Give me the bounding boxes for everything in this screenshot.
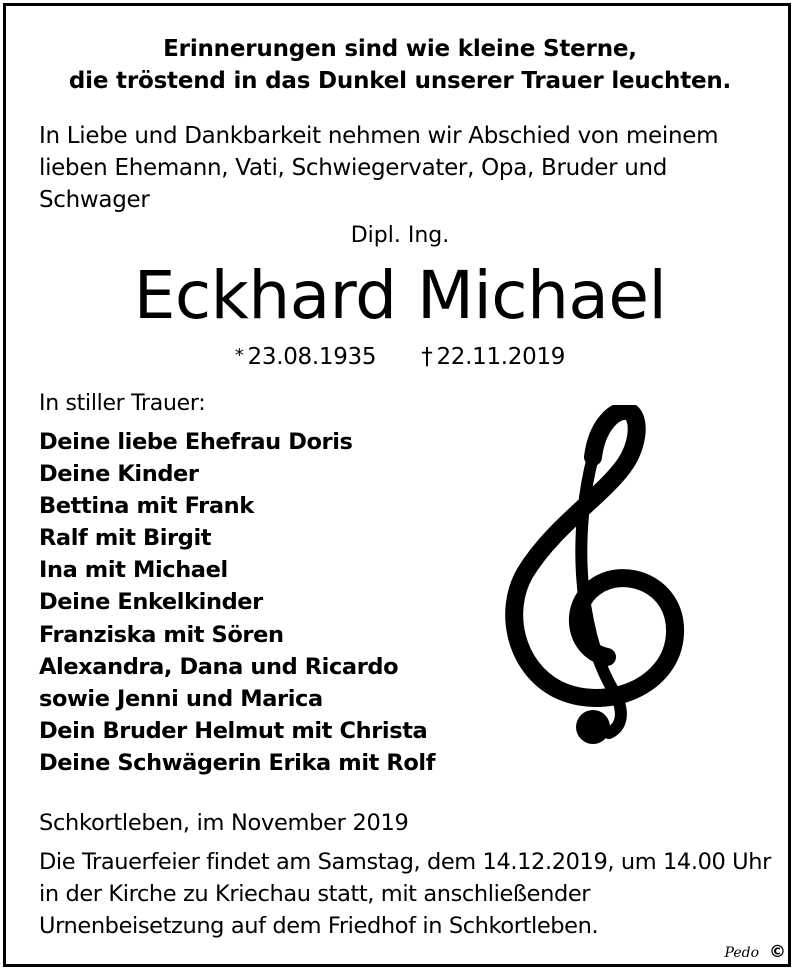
- credit-line: [725, 942, 786, 963]
- birth-symbol: *: [234, 345, 244, 366]
- mourner-item: Deine Enkelkinder: [39, 589, 263, 616]
- deceased-name: Eckhard Michael: [133, 257, 667, 334]
- mourner-item: Dein Bruder Helmut mit Christa: [39, 717, 428, 744]
- designer-signature: Pedo: [724, 945, 759, 961]
- intro-text: In Liebe und Dankbarkeit nehmen wir Abschied von meinem lieben Ehemann, Vati, Schwiegervater, Opa, Bruder und Schwager: [39, 123, 719, 213]
- mourner-item: Franziska mit Sören: [39, 621, 284, 648]
- mourner-item: Ralf mit Birgit: [39, 525, 212, 552]
- copyright-icon: ©: [769, 942, 786, 962]
- mourner-item: Deine Schwägerin Erika mit Rolf: [39, 749, 436, 776]
- treble-clef-icon: [505, 405, 685, 750]
- mourner-item: Ina mit Michael: [39, 557, 228, 584]
- mourner-item: Deine Kinder: [39, 461, 199, 488]
- mourner-item: Bettina mit Frank: [39, 493, 254, 520]
- mourners-list: [39, 426, 435, 779]
- birth-date: 23.08.1935: [247, 344, 377, 370]
- motto-line-1: Erinnerungen sind wie kleine Sterne,: [163, 36, 637, 62]
- life-dates: [0, 340, 800, 373]
- motto: [0, 33, 800, 97]
- motto-line-2: die tröstend in das Dunkel unserer Trauer leuchten.: [68, 68, 732, 94]
- academic-title: Dipl. Ing.: [350, 223, 450, 248]
- place-and-date: Schkortleben, im November 2019: [39, 810, 409, 836]
- mourning-label: In stiller Trauer:: [39, 391, 206, 416]
- death-date-group: [421, 341, 565, 373]
- mourner-item: sowie Jenni und Marica: [39, 685, 323, 712]
- mourner-item: Deine liebe Ehefrau Doris: [39, 429, 353, 455]
- death-symbol: †: [421, 344, 433, 370]
- death-date: 22.11.2019: [436, 344, 566, 370]
- funeral-info: Die Trauerfeier findet am Samstag, dem 14.12.2019, um 14.00 Uhr in der Kirche zu Kriechau statt, mit anschließender Urnenbeisetzung auf dem Friedhof in Schkortleben.: [39, 849, 771, 939]
- birth-date-group: [235, 340, 376, 373]
- mourner-item: Alexandra, Dana und Ricardo: [39, 653, 399, 680]
